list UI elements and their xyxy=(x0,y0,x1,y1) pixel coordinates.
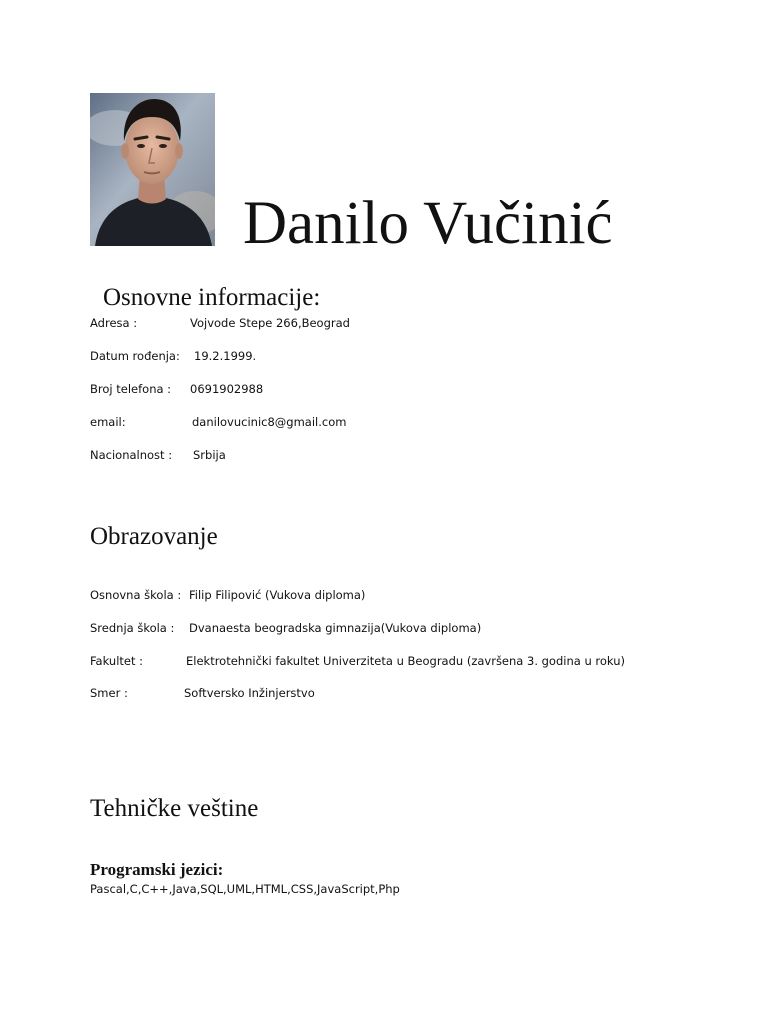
education-heading: Obrazovanje xyxy=(90,523,218,550)
nationality-value: Srbija xyxy=(193,448,226,462)
person-photo-icon xyxy=(90,93,215,246)
email-value: danilovucinic8@gmail.com xyxy=(192,415,347,429)
faculty-value: Elektrotehnički fakultet Univerziteta u Beogradu (završena 3. godina u roku) xyxy=(186,654,625,668)
full-name: Danilo Vučinić xyxy=(243,190,613,257)
address-value: Vojvode Stepe 266,Beograd xyxy=(190,316,350,330)
nationality-label: Nacionalnost : xyxy=(90,448,173,462)
faculty-label: Fakultet : xyxy=(90,654,144,668)
profile-photo xyxy=(90,93,215,246)
major-value: Softversko Inžinjerstvo xyxy=(184,686,315,700)
address-label: Adresa : xyxy=(90,316,138,330)
phone-value: 0691902988 xyxy=(190,382,264,396)
high-school-label: Srednja škola : xyxy=(90,621,175,635)
major-label: Smer : xyxy=(90,686,128,700)
skills-heading: Tehničke veštine xyxy=(90,795,259,822)
basic-info-heading: Osnovne informacije: xyxy=(103,284,321,311)
primary-school-label: Osnovna škola : xyxy=(90,588,182,602)
phone-label: Broj telefona : xyxy=(90,382,172,396)
programming-languages-list: Pascal,C,C++,Java,SQL,UML,HTML,CSS,JavaScript,Php xyxy=(90,882,400,896)
email-label: email: xyxy=(90,415,126,429)
primary-school-value: Filip Filipović (Vukova diploma) xyxy=(189,588,366,602)
programming-languages-heading: Programski jezici: xyxy=(90,860,224,879)
birth-date-value: 19.2.1999. xyxy=(194,349,257,363)
high-school-value: Dvanaesta beogradska gimnazija(Vukova diploma) xyxy=(189,621,482,635)
birth-date-label: Datum rođenja: xyxy=(90,349,180,363)
